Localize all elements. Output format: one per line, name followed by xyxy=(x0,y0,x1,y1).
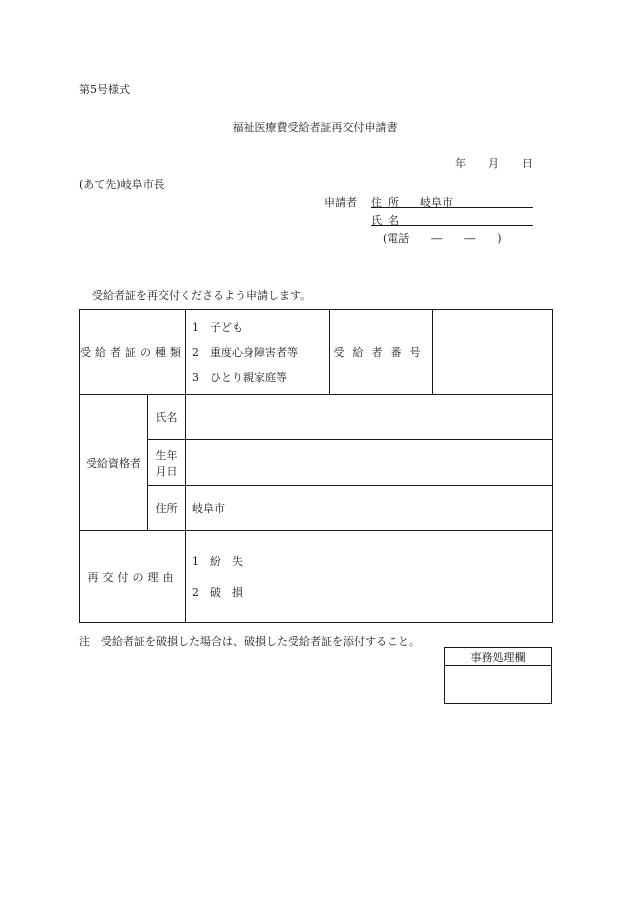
recipient-number-label: 受給者番号 xyxy=(330,310,433,395)
date-day-label: 日 xyxy=(522,157,533,170)
office-use-field xyxy=(445,666,552,704)
footnote: 注 受給者証を破損した場合は、破損した受給者証を添付すること。 xyxy=(79,635,420,648)
reason-label: 再交付の理由 xyxy=(80,531,186,623)
type-option-child: 1 子ども xyxy=(192,320,243,334)
reason-option-damaged: 2 破 損 xyxy=(192,585,243,599)
date-month-label: 月 xyxy=(488,157,499,170)
type-label: 受給者証の種類 xyxy=(80,310,186,395)
application-table xyxy=(79,309,553,623)
eligible-birth-row xyxy=(80,440,553,486)
type-option-single-parent: 3 ひとり親家庭等 xyxy=(192,370,287,384)
eligible-name-row xyxy=(80,395,553,440)
applicant-phone: (電話 ― ― ) xyxy=(383,232,502,245)
reason-options-cell xyxy=(186,531,553,623)
eligible-address-row xyxy=(80,486,553,531)
applicant-address-line xyxy=(371,207,533,208)
office-use-box xyxy=(444,647,552,704)
applicant-name-label: 氏名 xyxy=(371,214,405,227)
eligible-name-label: 氏名 xyxy=(148,395,186,440)
applicant-address-value: 岐阜市 xyxy=(420,196,453,209)
recipient-number-field[interactable] xyxy=(433,310,553,395)
type-options-cell xyxy=(186,310,330,395)
request-text: 受給者証を再交付くださるよう申請します。 xyxy=(92,289,312,302)
applicant-label: 申請者 xyxy=(324,196,357,209)
eligible-label: 受給資格者 xyxy=(80,395,148,531)
birth-label-line-2: 月日 xyxy=(155,464,178,478)
form-number: 第5号様式 xyxy=(79,83,130,96)
reason-row xyxy=(80,531,553,623)
eligible-name-field[interactable] xyxy=(186,395,553,440)
eligible-address-label: 住所 xyxy=(148,486,186,531)
applicant-name-line xyxy=(371,225,533,226)
reason-option-lost: 1 紛 失 xyxy=(192,554,243,568)
date-year-label: 年 xyxy=(455,157,466,170)
office-use-label: 事務処理欄 xyxy=(445,648,552,666)
applicant-address-label: 住所 xyxy=(371,196,405,209)
eligible-birth-field[interactable] xyxy=(186,440,553,486)
eligible-address-field[interactable]: 岐阜市 xyxy=(186,486,553,531)
addressee: (あて先)岐阜市長 xyxy=(79,178,165,191)
form-title: 福祉医療費受給者証再交付申請書 xyxy=(232,121,398,134)
type-option-disabled: 2 重度心身障害者等 xyxy=(192,345,298,359)
type-row xyxy=(80,310,553,395)
birth-label-line-1: 生年 xyxy=(155,448,178,462)
eligible-birth-label xyxy=(148,440,186,486)
